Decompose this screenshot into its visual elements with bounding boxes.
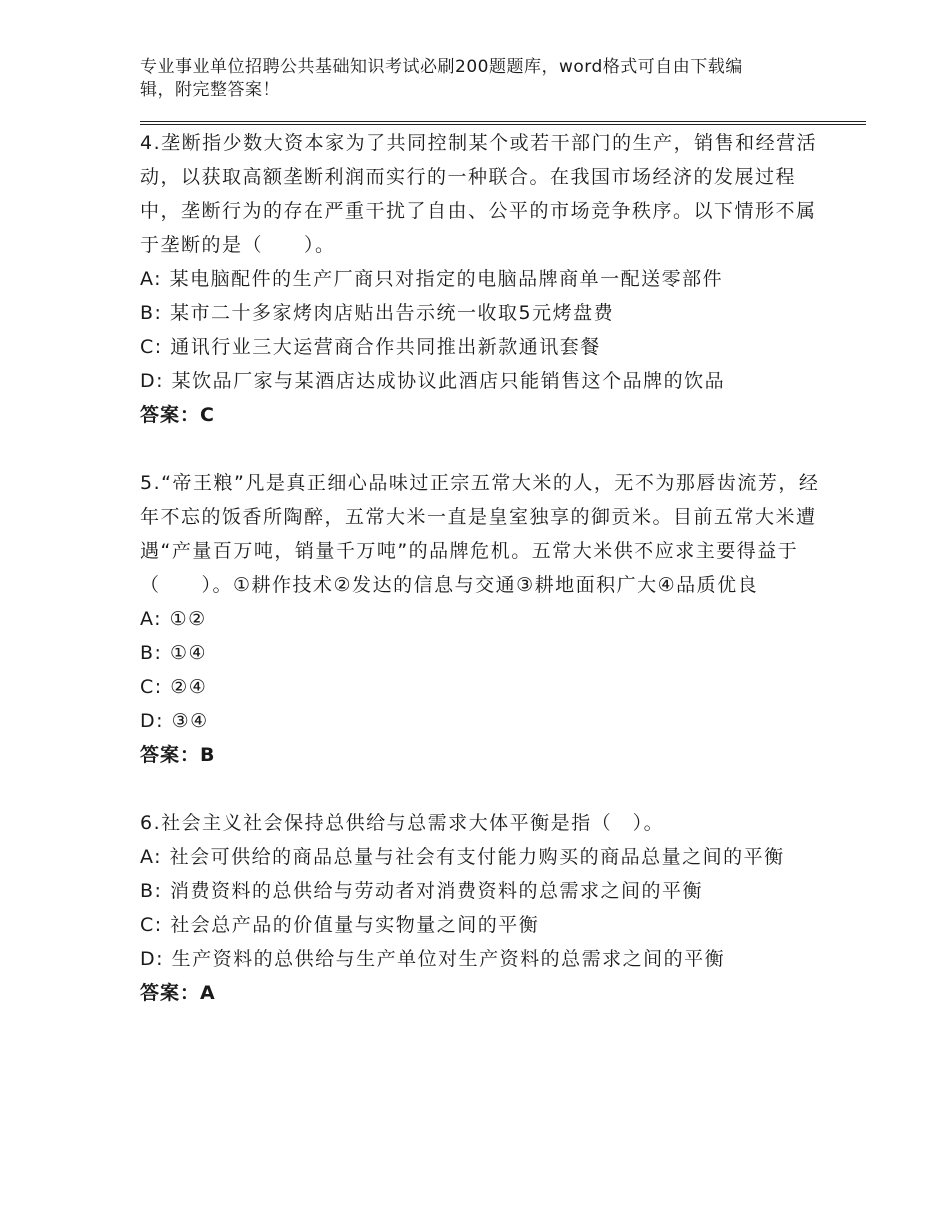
- question-stem: 6.社会主义社会保持总供给与总需求大体平衡是指（ ）。: [140, 812, 665, 834]
- option-b: B: 某市二十多家烤肉店贴出告示统一收取5元烤盘费: [140, 302, 615, 324]
- question-4: [140, 126, 820, 432]
- answer: 答案：C: [140, 404, 215, 426]
- header-line-2: 辑，附完整答案！: [140, 80, 280, 100]
- option-c: C: ②④: [140, 676, 208, 698]
- answer: 答案：B: [140, 744, 216, 766]
- answer: 答案：A: [140, 982, 216, 1004]
- question-stem: 4.垄断指少数大资本家为了共同控制某个或若干部门的生产，销售和经营活动，以获取高额垄断利润而实行的一种联合。在我国市场经济的发展过程中，垄断行为的存在严重干扰了自由、公平的市场竞争秩序。以下情形不属于垄断的是（ ）。: [140, 132, 818, 256]
- header-rule-top: [140, 121, 866, 122]
- option-d: D: 某饮品厂家与某酒店达成协议此酒店只能销售这个品牌的饮品: [140, 370, 726, 392]
- option-c: C: 社会总产品的价值量与实物量之间的平衡: [140, 914, 540, 936]
- option-d: D: 生产资料的总供给与生产单位对生产资料的总需求之间的平衡: [140, 948, 726, 970]
- option-a: A: 某电脑配件的生产厂商只对指定的电脑品牌商单一配送零部件: [140, 268, 724, 290]
- header-line-1: 专业事业单位招聘公共基础知识考试必刷200题题库，word格式可自由下载编: [140, 57, 743, 77]
- option-a: A: 社会可供给的商品总量与社会有支付能力购买的商品总量之间的平衡: [140, 846, 785, 868]
- document-header: [140, 56, 790, 102]
- header-rule-bottom: [140, 124, 866, 125]
- question-stem: 5.“帝王粮”凡是真正细心品味过正宗五常大米的人，无不为那唇齿流芳，经年不忘的饭香所陶醉，五常大米一直是皇室独享的御贡米。目前五常大米遭遇“产量百万吨，销量千万吨”的品牌危机。五常大米供不应求主要得益于（ ）。①耕作技术②发达的信息与交通③耕地面积广大④品质优良: [140, 472, 820, 596]
- question-list: [140, 126, 820, 1010]
- question-6: [140, 806, 820, 1010]
- option-c: C: 通讯行业三大运营商合作共同推出新款通讯套餐: [140, 336, 601, 358]
- option-d: D: ③④: [140, 710, 209, 732]
- option-a: A: ①②: [140, 608, 207, 630]
- option-b: B: 消费资料的总供给与劳动者对消费资料的总需求之间的平衡: [140, 880, 703, 902]
- question-5: [140, 466, 820, 772]
- option-b: B: ①④: [140, 642, 208, 664]
